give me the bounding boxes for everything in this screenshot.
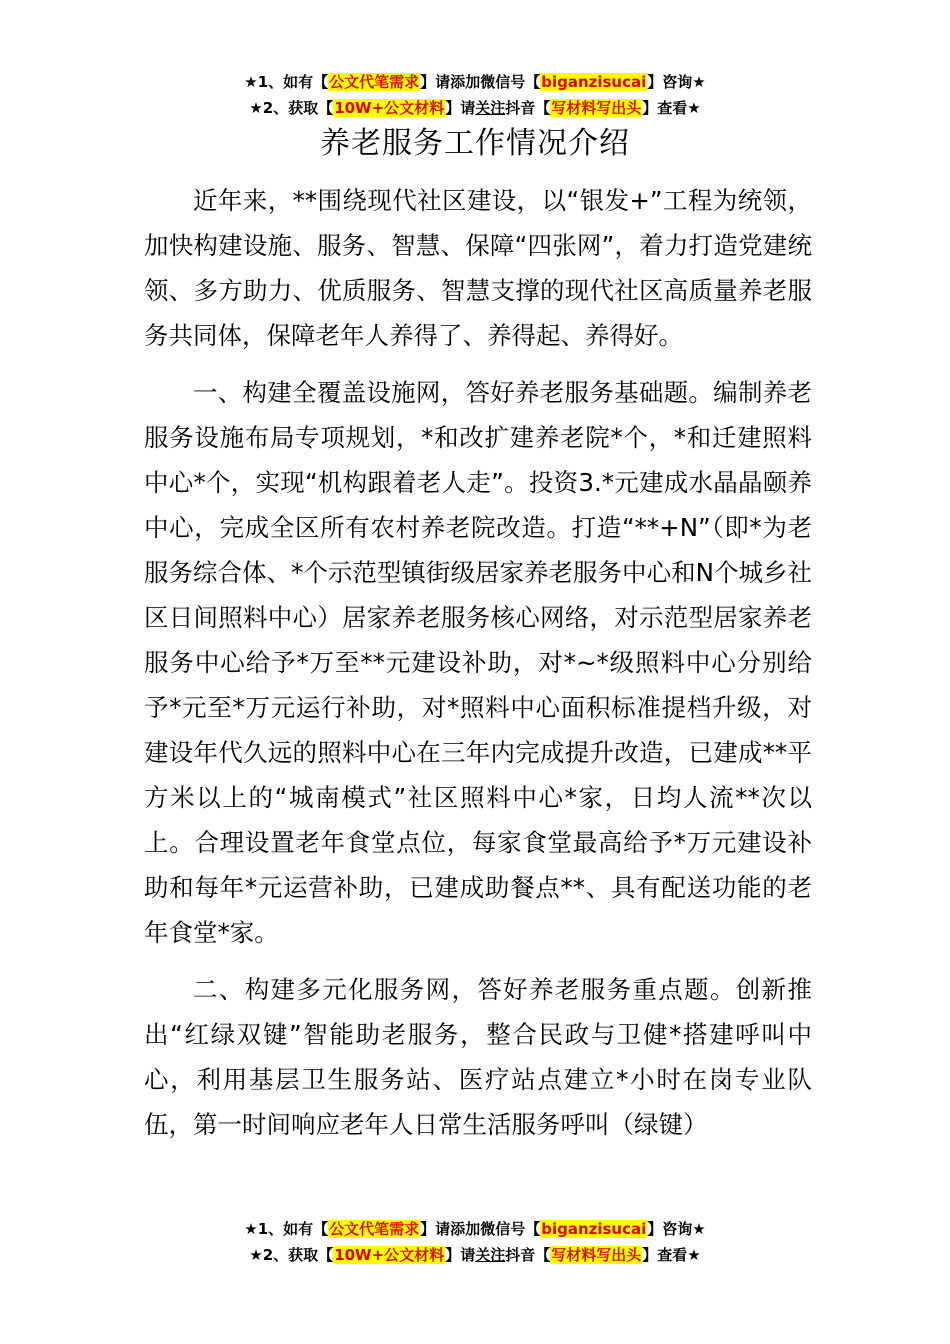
highlight-writing-service: 公文代笔需求 xyxy=(329,1220,420,1238)
banner-line-2: ★2、获取【10W+公文材料】请关注抖音【写材料写出头】查看★ xyxy=(249,1246,701,1264)
banner-line-1: ★1、如有【公文代笔需求】请添加微信号【biganzisucai】咨询★ xyxy=(244,73,706,91)
paragraph-intro: 近年来，**围绕现代社区建设，以“银发+”工程为统领，加快构建设施、服务、智慧、保障“四张网”，着力打造党建统领、多方助力、优质服务、智慧支撑的现代社区高质量养老服务共同体，保障老年人养得了、养得起、养得好。 xyxy=(144,186,812,350)
highlight-materials: 10W+公文材料 xyxy=(334,1246,445,1264)
document-title: 养老服务工作情况介绍 xyxy=(320,126,630,161)
highlight-materials: 10W+公文材料 xyxy=(334,99,445,117)
highlight-writing-service: 公文代笔需求 xyxy=(329,73,420,91)
paragraph-section-1: 一、构建全覆盖设施网，答好养老服务基础题。编制养老服务设施布局专项规划，*和改扩建养老院*个，*和迁建照料中心*个，实现“机构跟着老人走”。投资3.*元建成水晶晶颐养中心，完成全区所有农村养老院改造。打造“**+N”（即*为老服务综合体、*个示范型镇街级居家养老服务中心和N个城乡社区日间照料中心）居家养老服务核心网络，对示范型居家养老服务中心给予*万至**元建设补助，对*~*级照料中心分别给予*元至*万元运行补助，对*照料中心面积标准提档升级，对建设年代久远的照料中心在三年内完成提升改造，已建成**平方米以上的“城南模式”社区照料中心*家，日均人流**次以上。合理设置老年食堂点位，每家食堂最高给予*万元建设补助和每年*元运营补助，已建成助餐点**、具有配送功能的老年食堂*家。 xyxy=(144,378,812,947)
paragraph-section-2: 二、构建多元化服务网，答好养老服务重点题。创新推出“红绿双键”智能助老服务，整合民政与卫健*搭建呼叫中心，利用基层卫生服务站、医疗站点建立*小时在岗专业队伍，第一时间响应老年人日常生活服务呼叫（绿键） xyxy=(144,975,812,1139)
footer-banner xyxy=(0,1216,950,1268)
highlight-douyin-account: 写材料写出头 xyxy=(551,1246,642,1264)
document-body xyxy=(144,178,812,1159)
highlight-douyin-account: 写材料写出头 xyxy=(551,99,642,117)
banner-line-2: ★2、获取【10W+公文材料】请关注抖音【写材料写出头】查看★ xyxy=(249,99,701,117)
highlight-wechat-id: biganzisucai xyxy=(541,73,647,91)
banner-line-1: ★1、如有【公文代笔需求】请添加微信号【biganzisucai】咨询★ xyxy=(244,1220,706,1238)
highlight-wechat-id: biganzisucai xyxy=(541,1220,647,1238)
header-banner xyxy=(0,69,950,121)
